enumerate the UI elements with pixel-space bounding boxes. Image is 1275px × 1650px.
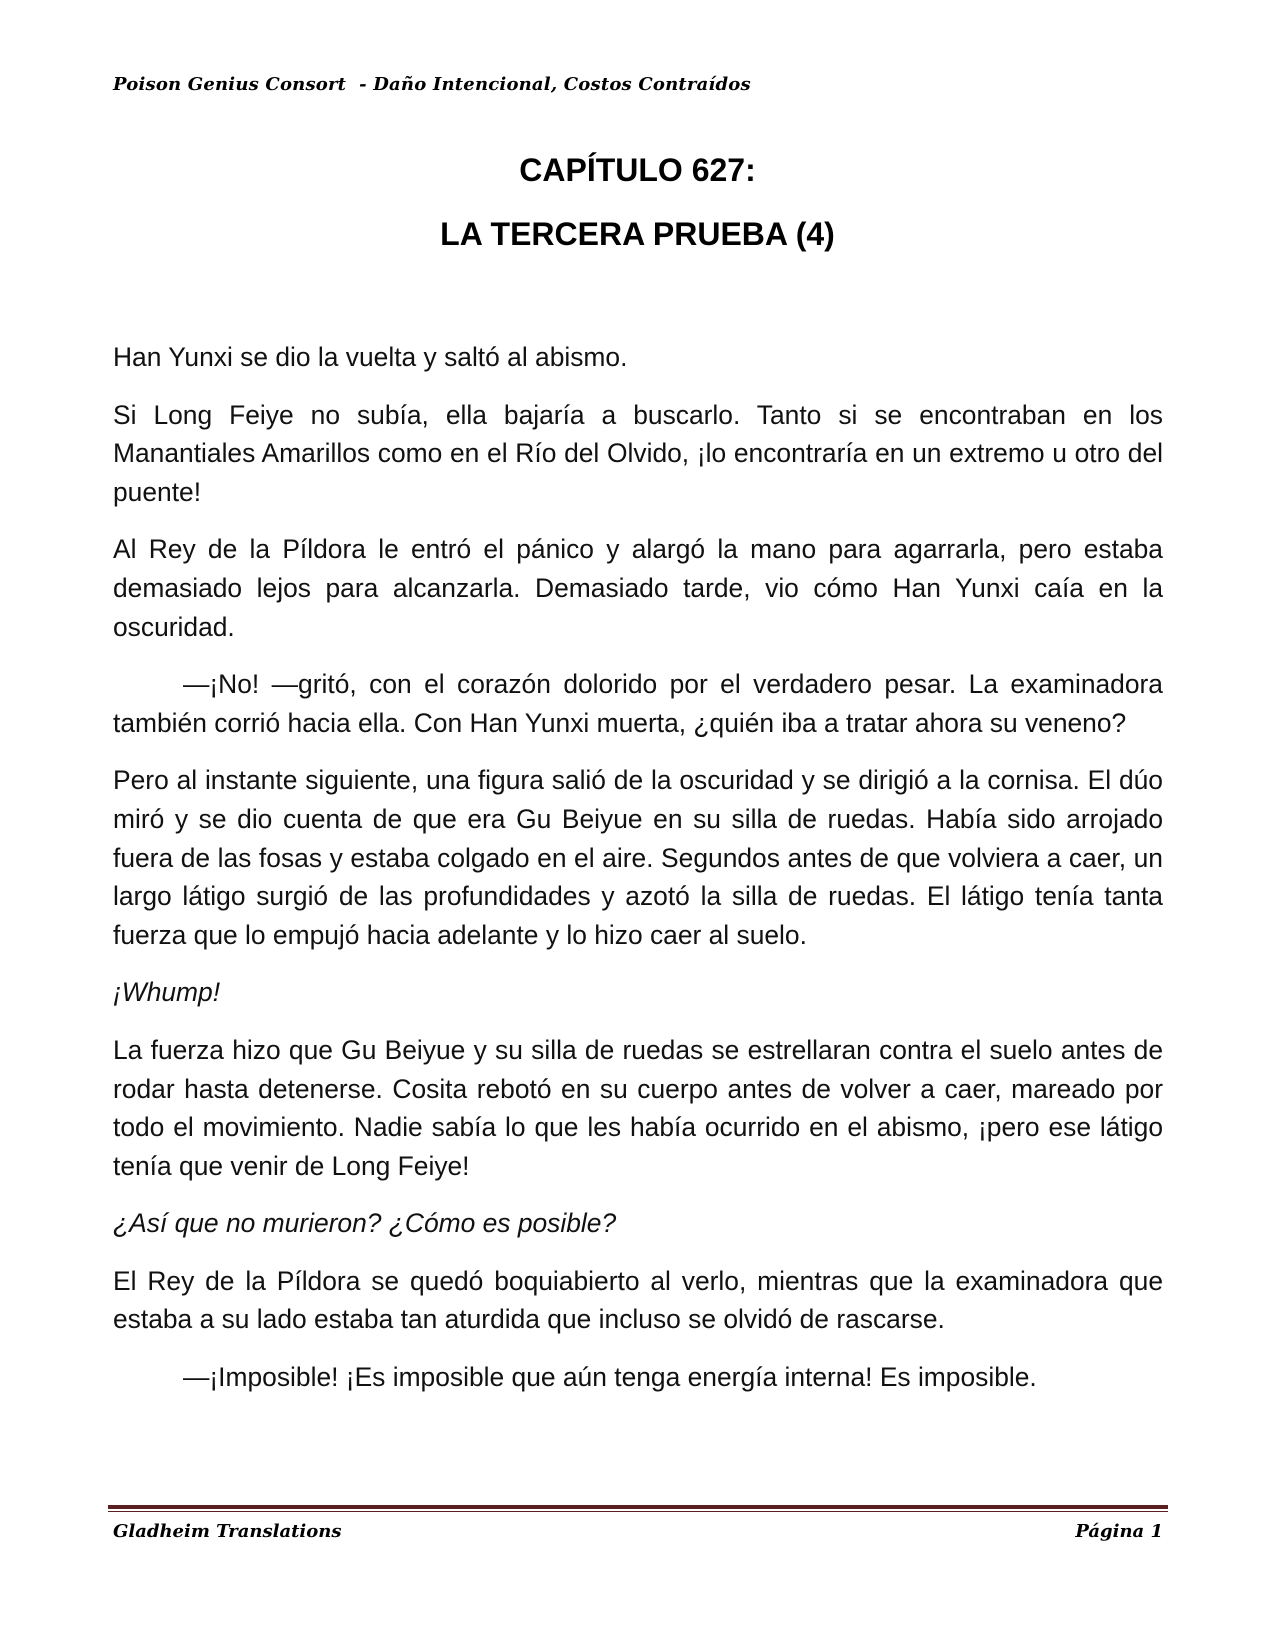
paragraph: Han Yunxi se dio la vuelta y saltó al abismo.: [113, 342, 628, 372]
paragraph: La fuerza hizo que Gu Beiyue y su silla de ruedas se estrellaran contra el suelo antes de rodar hasta detenerse. Cosita rebotó en su cuerpo antes de volver a caer, mareado por todo el movimiento. Nadie sabía lo que les había ocurrido en el abismo, ¡pero ese látigo tenía que venir de Long Feiye!: [113, 1034, 1163, 1181]
footer-divider-thin: [108, 1511, 1168, 1512]
running-header: Poison Genius Consort - Daño Intencional, Costos Contraídos: [113, 74, 751, 95]
footer-divider-thick: [108, 1505, 1168, 1509]
dialogue-paragraph: —¡No! —gritó, con el corazón dolorido por el verdadero pesar. La examinadora también corrió hacia ella. Con Han Yunxi muerta, ¿quién iba a tratar ahora su veneno?: [113, 669, 1163, 738]
chapter-number: CAPÍTULO 627:: [519, 152, 756, 188]
footer-divider: [108, 1505, 1168, 1512]
page-number: Página 1: [1075, 1521, 1163, 1542]
paragraph: El Rey de la Píldora se quedó boquiabierto al verlo, mientras que la examinadora que estaba a su lado estaba tan aturdida que incluso se olvidó de rascarse.: [113, 1265, 1163, 1335]
paragraph: Si Long Feiye no subía, ella bajaría a buscarlo. Tanto si se encontraban en los Manantiales Amarillos como en el Río del Olvido, ¡lo encontraría en un extremo u otro del puente!: [113, 399, 1163, 507]
footer-publisher: Gladheim Translations: [113, 1521, 342, 1542]
paragraph: Pero al instante siguiente, una figura salió de la oscuridad y se dirigió a la cornisa. El dúo miró y se dio cuenta de que era Gu Beiyue en su silla de ruedas. Había sido arrojado fuera de las fosas y estaba colgado en el aire. Segundos antes de que volviera a caer, un largo látigo surgió de las profundidades y azotó la silla de ruedas. El látigo tenía tanta fuerza que lo empujó hacia adelante y lo hizo caer al suelo.: [113, 765, 1163, 950]
dialogue-paragraph: —¡Imposible! ¡Es imposible que aún tenga energía interna! Es imposible.: [183, 1362, 1037, 1393]
inner-thought: ¿Así que no murieron? ¿Cómo es posible?: [113, 1208, 617, 1239]
sound-effect: ¡Whump!: [113, 977, 221, 1008]
chapter-title: LA TERCERA PRUEBA (4): [440, 216, 835, 252]
paragraph: Al Rey de la Píldora le entró el pánico y alargó la mano para agarrarla, pero estaba demasiado lejos para alcanzarla. Demasiado tarde, vio cómo Han Yunxi caía en la oscuridad.: [113, 534, 1163, 642]
chapter-body: [113, 338, 1163, 1397]
